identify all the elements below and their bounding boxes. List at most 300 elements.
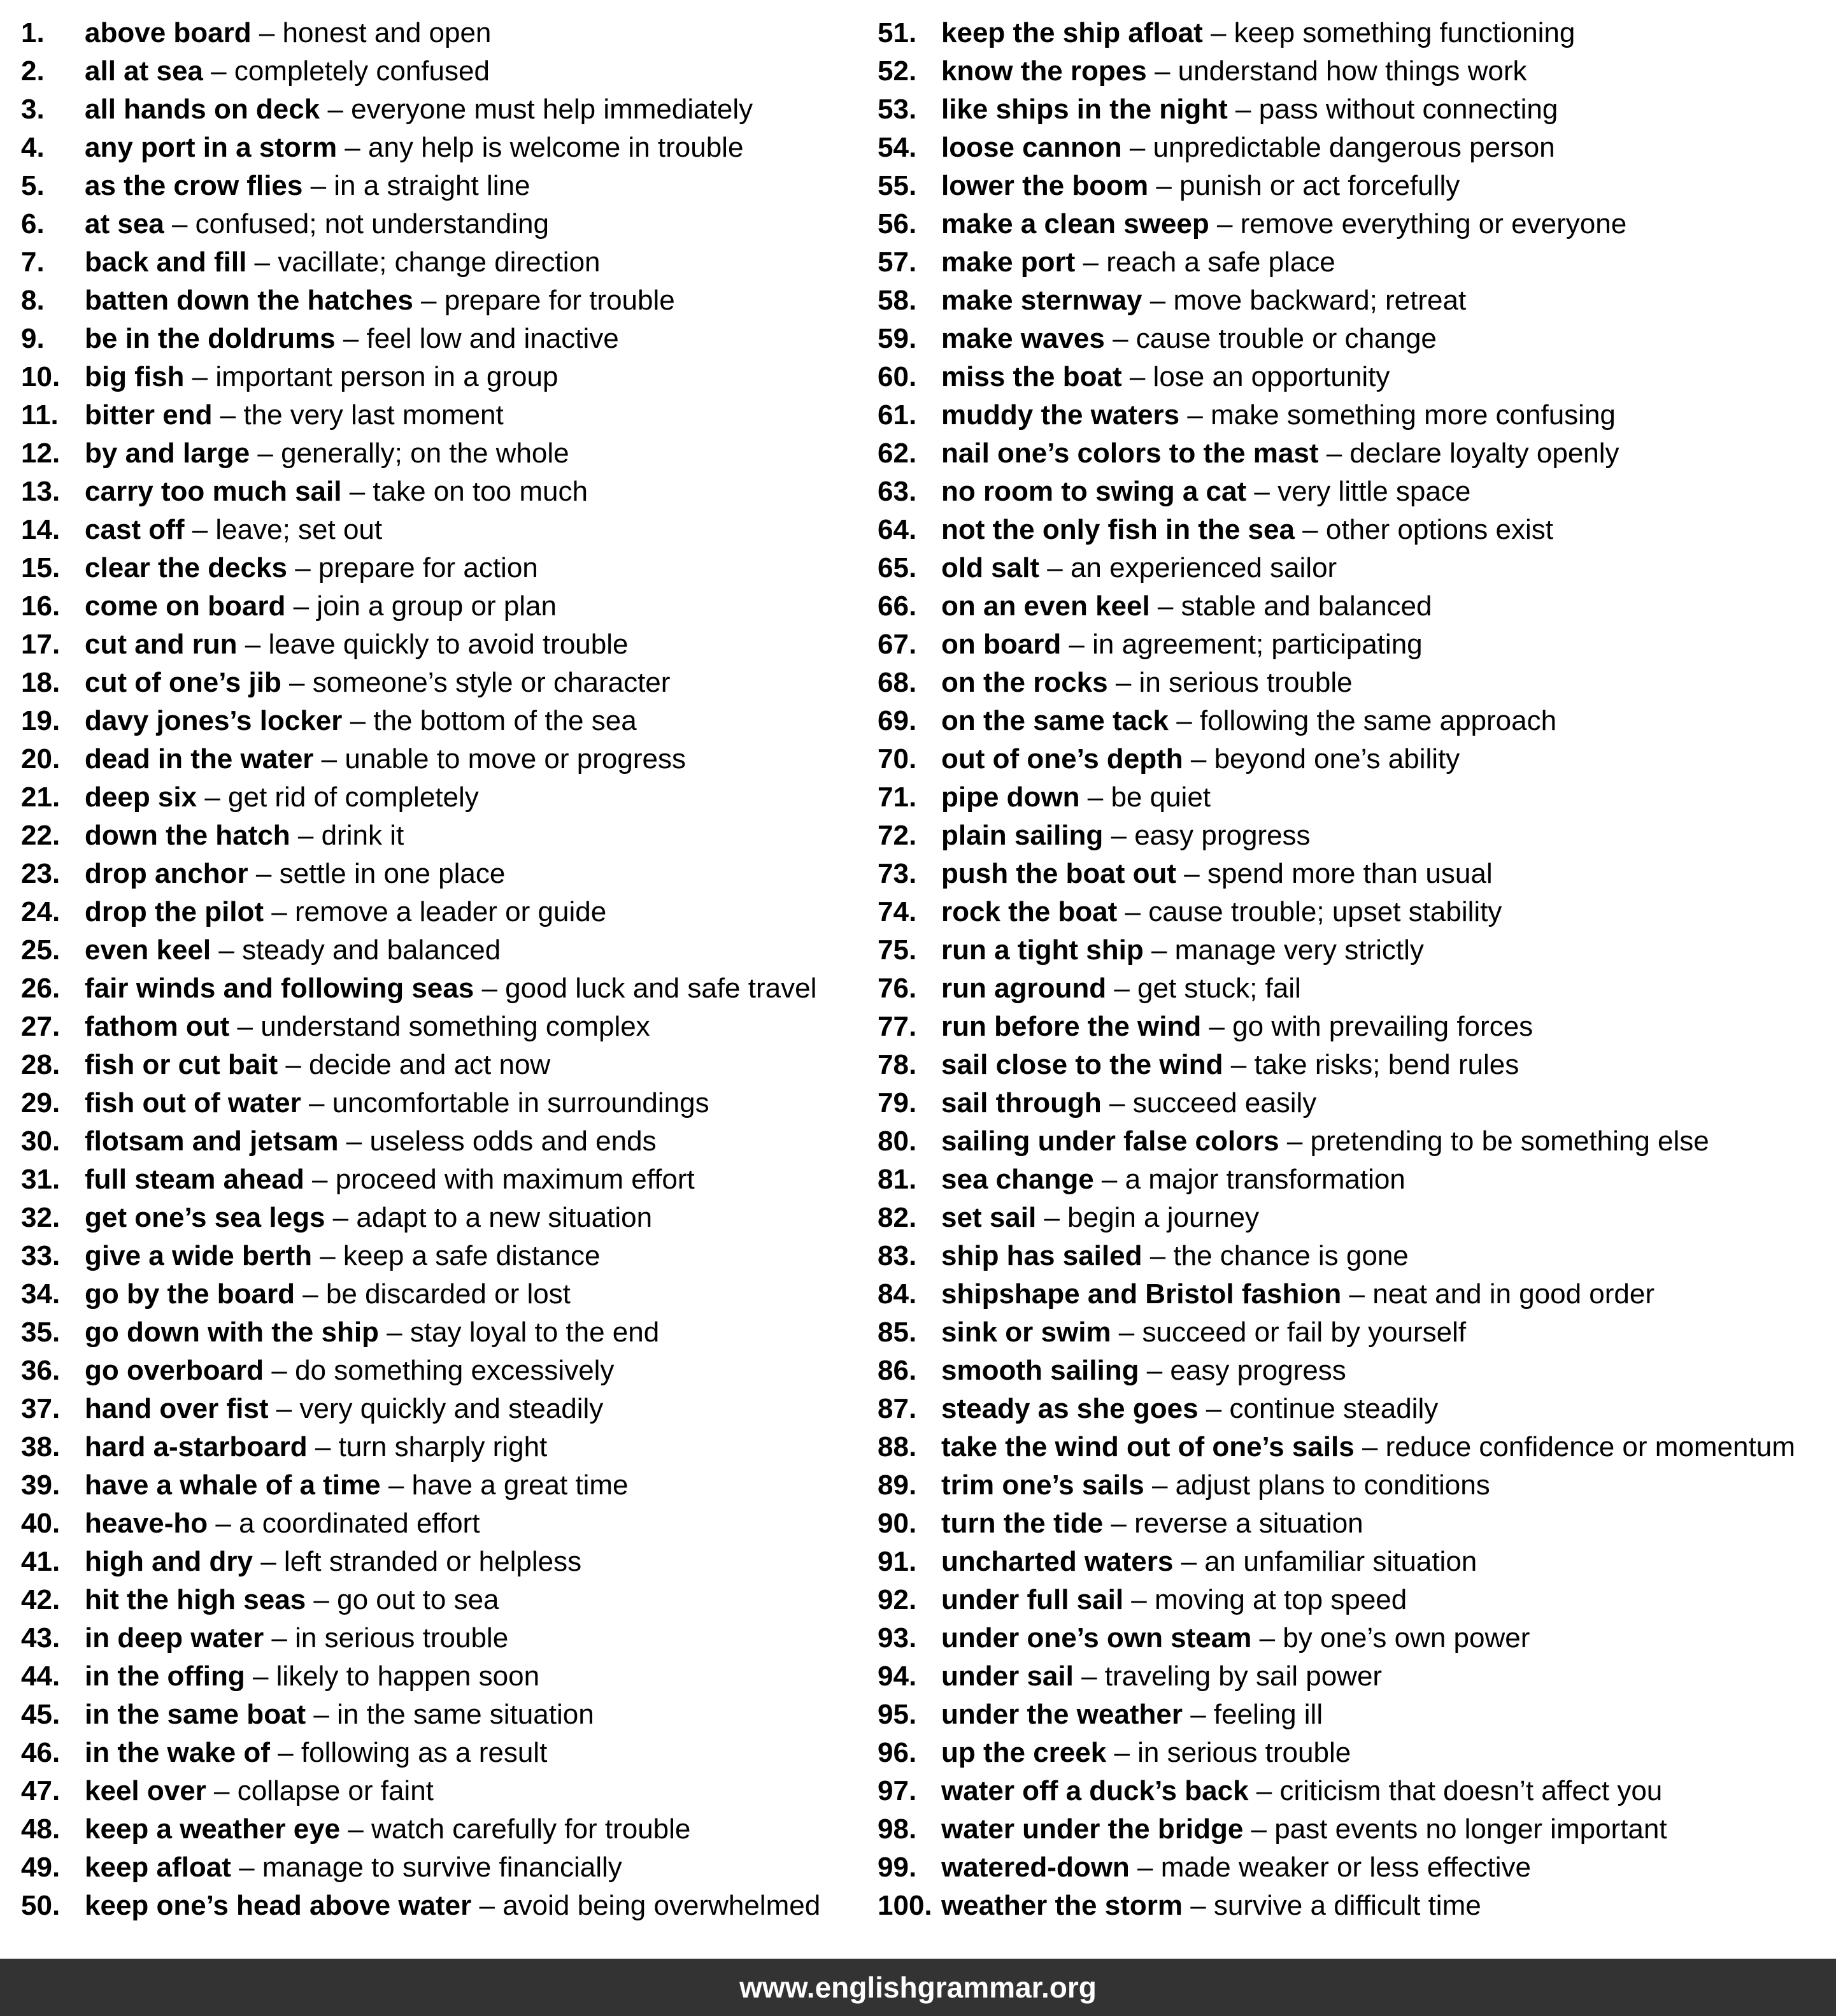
item-number: 50. (21, 1890, 60, 1921)
idiom-definition: – turn sharply right (307, 1431, 548, 1462)
idiom-phrase: rock the boat (941, 896, 1118, 927)
idiom-phrase: out of one’s depth (941, 743, 1183, 775)
list-item (878, 1657, 1833, 1696)
idiom-definition: – adapt to a new situation (325, 1202, 653, 1233)
item-number: 39. (21, 1469, 60, 1501)
idiom-phrase: keel over (85, 1775, 206, 1806)
idiom-definition: – in a straight line (302, 170, 530, 201)
item-number: 42. (21, 1584, 60, 1615)
column-left (21, 14, 874, 1925)
list-item (878, 129, 1833, 167)
item-number: 45. (21, 1699, 60, 1730)
item-number: 77. (878, 1011, 917, 1042)
item-number: 69. (878, 705, 917, 736)
idiom-definition: – any help is welcome in trouble (337, 132, 744, 163)
list-item (21, 129, 874, 167)
idiom-phrase: dead in the water (85, 743, 314, 775)
list-item (21, 1619, 874, 1657)
list-item (878, 396, 1833, 434)
item-number: 38. (21, 1431, 60, 1462)
list-item (21, 1275, 874, 1313)
idiom-phrase: big fish (85, 361, 185, 392)
idiom-phrase: in the same boat (85, 1699, 306, 1730)
idiom-definition: – go out to sea (306, 1584, 499, 1615)
idiom-phrase: turn the tide (941, 1508, 1104, 1539)
item-number: 94. (878, 1661, 917, 1692)
idiom-phrase: fish out of water (85, 1087, 301, 1119)
list-item (21, 1543, 874, 1581)
idiom-definition: – moving at top speed (1123, 1584, 1407, 1615)
idiom-definition: – succeed or fail by yourself (1111, 1317, 1467, 1348)
idiom-definition: – reach a safe place (1075, 247, 1335, 278)
idiom-phrase: under full sail (941, 1584, 1124, 1615)
item-number: 75. (878, 934, 917, 966)
idiom-definition: – pretending to be something else (1279, 1126, 1709, 1157)
idiom-phrase: flotsam and jetsam (85, 1126, 339, 1157)
idiom-definition: – unable to move or progress (313, 743, 686, 775)
idiom-phrase: on the same tack (941, 705, 1169, 736)
idiom-phrase: even keel (85, 934, 211, 966)
idiom-phrase: down the hatch (85, 820, 290, 851)
idiom-definition: – beyond one’s ability (1183, 743, 1460, 775)
idiom-phrase: deep six (85, 782, 197, 813)
item-number: 58. (878, 285, 917, 316)
idiom-definition: – likely to happen soon (245, 1661, 540, 1692)
idiom-phrase: in the offing (85, 1661, 245, 1692)
list-item (878, 205, 1833, 243)
list-item (878, 855, 1833, 893)
item-number: 41. (21, 1546, 60, 1577)
idiom-definition: – get rid of completely (197, 782, 479, 813)
list-item (21, 1313, 874, 1352)
idiom-phrase: batten down the hatches (85, 285, 413, 316)
list-item (878, 1505, 1833, 1543)
idiom-definition: – past events no longer important (1243, 1813, 1667, 1845)
list-item (878, 626, 1833, 664)
item-number: 59. (878, 323, 917, 354)
idiom-phrase: high and dry (85, 1546, 253, 1577)
list-item (21, 740, 874, 778)
item-number: 70. (878, 743, 917, 775)
idiom-definition: – decide and act now (278, 1049, 551, 1080)
list-item (878, 1887, 1833, 1925)
idiom-phrase: as the crow flies (85, 170, 303, 201)
idiom-definition: – in serious trouble (1107, 667, 1353, 698)
idiom-definition: – in the same situation (306, 1699, 594, 1730)
item-number: 57. (878, 247, 917, 278)
item-number: 93. (878, 1622, 917, 1654)
item-number: 68. (878, 667, 917, 698)
idiom-phrase: water under the bridge (941, 1813, 1244, 1845)
idiom-definition: – traveling by sail power (1073, 1661, 1383, 1692)
idiom-definition: – watch carefully for trouble (340, 1813, 691, 1845)
idiom-phrase: plain sailing (941, 820, 1104, 851)
item-number: 100. (878, 1890, 932, 1921)
idiom-phrase: any port in a storm (85, 132, 338, 163)
list-item (878, 1084, 1833, 1122)
list-item (878, 358, 1833, 396)
idiom-definition: – begin a journey (1036, 1202, 1260, 1233)
item-number: 88. (878, 1431, 917, 1462)
idiom-phrase: sea change (941, 1164, 1094, 1195)
idiom-phrase: weather the storm (941, 1890, 1183, 1921)
item-number: 20. (21, 743, 60, 775)
idiom-definition: – criticism that doesn’t affect you (1248, 1775, 1663, 1806)
idiom-definition: – avoid being overwhelmed (471, 1890, 821, 1921)
idiom-phrase: pipe down (941, 782, 1080, 813)
list-item (21, 243, 874, 282)
list-item (878, 549, 1833, 587)
list-item (878, 1275, 1833, 1313)
idiom-phrase: above board (85, 17, 252, 48)
item-number: 44. (21, 1661, 60, 1692)
idiom-phrase: all at sea (85, 55, 203, 87)
item-number: 92. (878, 1584, 917, 1615)
idiom-phrase: heave-ho (85, 1508, 208, 1539)
item-number: 14. (21, 514, 60, 545)
idiom-definition: – do something excessively (264, 1355, 615, 1386)
list-item (878, 167, 1833, 205)
list-item (878, 320, 1833, 358)
idiom-definition: – settle in one place (248, 858, 506, 889)
footer-bar (0, 1959, 1836, 2016)
idiom-definition: – an unfamiliar situation (1173, 1546, 1477, 1577)
list-item (21, 1008, 874, 1046)
list-item (21, 1161, 874, 1199)
idiom-definition: – manage to survive financially (231, 1852, 622, 1883)
list-item (878, 14, 1833, 52)
list-item (21, 1237, 874, 1275)
item-number: 84. (878, 1278, 917, 1310)
idiom-definition: – the very last moment (212, 399, 504, 431)
idiom-phrase: go down with the ship (85, 1317, 379, 1348)
item-number: 99. (878, 1852, 917, 1883)
list-item (878, 1199, 1833, 1237)
idiom-definition: – drink it (290, 820, 404, 851)
idiom-definition: – generally; on the whole (250, 438, 569, 469)
idiom-phrase: lower the boom (941, 170, 1149, 201)
list-item (878, 1848, 1833, 1887)
list-item (21, 893, 874, 931)
list-item (878, 1122, 1833, 1161)
idiom-phrase: fish or cut bait (85, 1049, 278, 1080)
idiom-definition: – leave quickly to avoid trouble (237, 629, 629, 660)
item-number: 16. (21, 590, 60, 622)
idiom-phrase: davy jones’s locker (85, 705, 343, 736)
item-number: 91. (878, 1546, 917, 1577)
idiom-phrase: fathom out (85, 1011, 230, 1042)
idiom-phrase: sailing under false colors (941, 1126, 1279, 1157)
item-number: 95. (878, 1699, 917, 1730)
idiom-phrase: know the ropes (941, 55, 1147, 87)
idiom-definition: – neat and in good order (1341, 1278, 1655, 1310)
item-number: 61. (878, 399, 917, 431)
item-number: 86. (878, 1355, 917, 1386)
item-number: 34. (21, 1278, 60, 1310)
list-item (878, 473, 1833, 511)
idiom-definition: – confused; not understanding (164, 208, 549, 239)
idiom-definition: – following as a result (269, 1737, 548, 1768)
idiom-definition: – completely confused (203, 55, 490, 87)
item-number: 19. (21, 705, 60, 736)
list-item (21, 1199, 874, 1237)
idiom-definition: – survive a difficult time (1182, 1890, 1481, 1921)
idiom-phrase: like ships in the night (941, 94, 1228, 125)
item-number: 43. (21, 1622, 60, 1654)
item-number: 53. (878, 94, 917, 125)
idiom-phrase: nail one’s colors to the mast (941, 438, 1319, 469)
idiom-definition: – in serious trouble (264, 1622, 509, 1654)
item-number: 21. (21, 782, 60, 813)
idiom-phrase: come on board (85, 590, 286, 622)
idiom-phrase: up the creek (941, 1737, 1107, 1768)
item-number: 13. (21, 476, 60, 507)
list-item (21, 1772, 874, 1810)
idiom-phrase: keep afloat (85, 1852, 231, 1883)
item-number: 6. (21, 208, 45, 239)
idiom-definition: – have a great time (380, 1469, 629, 1501)
item-number: 30. (21, 1126, 60, 1157)
idiom-phrase: get one’s sea legs (85, 1202, 325, 1233)
list-item (21, 1657, 874, 1696)
idiom-definition: – other options exist (1294, 514, 1553, 545)
item-number: 31. (21, 1164, 60, 1195)
idiom-phrase: make port (941, 247, 1076, 278)
item-number: 5. (21, 170, 45, 201)
list-item (21, 14, 874, 52)
idiom-definition: – very quickly and steadily (268, 1393, 604, 1424)
idiom-phrase: water off a duck’s back (941, 1775, 1249, 1806)
list-item (878, 1619, 1833, 1657)
idiom-definition: – the chance is gone (1142, 1240, 1409, 1271)
item-number: 83. (878, 1240, 917, 1271)
idiom-definition: – feel low and inactive (335, 323, 619, 354)
idiom-definition: – uncomfortable in surroundings (301, 1087, 709, 1119)
idiom-definition: – continue steadily (1198, 1393, 1439, 1424)
list-item (21, 1428, 874, 1466)
list-item (878, 587, 1833, 626)
idiom-phrase: no room to swing a cat (941, 476, 1247, 507)
item-number: 27. (21, 1011, 60, 1042)
idiom-phrase: drop the pilot (85, 896, 264, 927)
item-number: 26. (21, 973, 60, 1004)
item-number: 81. (878, 1164, 917, 1195)
list-item (878, 90, 1833, 129)
list-item (21, 1848, 874, 1887)
list-item (878, 893, 1833, 931)
item-number: 3. (21, 94, 45, 125)
idiom-definition: – left stranded or helpless (253, 1546, 582, 1577)
item-number: 24. (21, 896, 60, 927)
list-item (21, 1696, 874, 1734)
idiom-phrase: give a wide berth (85, 1240, 312, 1271)
idiom-definition: – move backward; retreat (1142, 285, 1467, 316)
idiom-phrase: under the weather (941, 1699, 1183, 1730)
item-number: 52. (878, 55, 917, 87)
list-item (878, 1810, 1833, 1848)
list-item (878, 1008, 1833, 1046)
idiom-phrase: steady as she goes (941, 1393, 1199, 1424)
idiom-definition: – in serious trouble (1106, 1737, 1351, 1768)
list-item (21, 969, 874, 1008)
item-number: 63. (878, 476, 917, 507)
item-number: 1. (21, 17, 45, 48)
idiom-definition: – proceed with maximum effort (304, 1164, 695, 1195)
idiom-definition: – very little space (1246, 476, 1471, 507)
idiom-definition: – go with prevailing forces (1201, 1011, 1534, 1042)
idiom-definition: – leave; set out (184, 514, 383, 545)
item-number: 4. (21, 132, 45, 163)
list-item (21, 817, 874, 855)
list-item (878, 52, 1833, 90)
item-number: 96. (878, 1737, 917, 1768)
idiom-phrase: make sternway (941, 285, 1142, 316)
list-item (878, 1352, 1833, 1390)
list-item (21, 1352, 874, 1390)
idiom-definition: – a major transformation (1093, 1164, 1405, 1195)
item-number: 33. (21, 1240, 60, 1271)
idiom-definition: – a coordinated effort (208, 1508, 480, 1539)
item-number: 17. (21, 629, 60, 660)
idiom-definition: – manage very strictly (1143, 934, 1424, 966)
item-number: 76. (878, 973, 917, 1004)
idiom-definition: – by one’s own power (1251, 1622, 1530, 1654)
list-item (21, 1122, 874, 1161)
item-number: 36. (21, 1355, 60, 1386)
idiom-definition: – succeed easily (1101, 1087, 1317, 1119)
item-number: 7. (21, 247, 45, 278)
list-item (878, 1046, 1833, 1084)
list-item (878, 702, 1833, 740)
item-number: 87. (878, 1393, 917, 1424)
idiom-definition: – stay loyal to the end (378, 1317, 660, 1348)
item-number: 66. (878, 590, 917, 622)
item-number: 35. (21, 1317, 60, 1348)
idiom-phrase: fair winds and following seas (85, 973, 474, 1004)
item-number: 56. (878, 208, 917, 239)
idiom-phrase: sink or swim (941, 1317, 1111, 1348)
idiom-phrase: cut of one’s jib (85, 667, 281, 698)
list-item (21, 358, 874, 396)
idiom-phrase: hard a-starboard (85, 1431, 308, 1462)
idiom-definition: – made weaker or less effective (1129, 1852, 1531, 1883)
item-number: 18. (21, 667, 60, 698)
item-number: 60. (878, 361, 917, 392)
list-item (21, 931, 874, 969)
item-number: 37. (21, 1393, 60, 1424)
item-number: 40. (21, 1508, 60, 1539)
idiom-definition: – an experienced sailor (1039, 552, 1337, 583)
idiom-phrase: sail through (941, 1087, 1102, 1119)
idiom-definition: – be quiet (1079, 782, 1211, 813)
list-item (878, 1543, 1833, 1581)
idiom-definition: – the bottom of the sea (342, 705, 637, 736)
idiom-definition: – easy progress (1103, 820, 1311, 851)
list-item (21, 1046, 874, 1084)
idiom-phrase: watered-down (941, 1852, 1130, 1883)
idiom-phrase: in deep water (85, 1622, 264, 1654)
item-number: 62. (878, 438, 917, 469)
idiom-definition: – useless odds and ends (338, 1126, 657, 1157)
idiom-phrase: muddy the waters (941, 399, 1180, 431)
idiom-phrase: trim one’s sails (941, 1469, 1144, 1501)
list-item (878, 1581, 1833, 1619)
idiom-phrase: keep a weather eye (85, 1813, 341, 1845)
item-number: 12. (21, 438, 60, 469)
list-item (21, 52, 874, 90)
idiom-definition: – reverse a situation (1103, 1508, 1363, 1539)
idiom-definition: – everyone must help immediately (320, 94, 753, 125)
idiom-definition: – steady and balanced (211, 934, 501, 966)
idiom-definition: – be discarded or lost (295, 1278, 571, 1310)
list-item (21, 320, 874, 358)
list-item (878, 817, 1833, 855)
list-item (878, 778, 1833, 817)
item-number: 97. (878, 1775, 917, 1806)
item-number: 71. (878, 782, 917, 813)
list-item (21, 1505, 874, 1543)
list-item (878, 1428, 1833, 1466)
item-number: 51. (878, 17, 917, 48)
idiom-phrase: shipshape and Bristol fashion (941, 1278, 1342, 1310)
item-number: 10. (21, 361, 60, 392)
item-number: 46. (21, 1737, 60, 1768)
list-item (21, 473, 874, 511)
list-item (878, 243, 1833, 282)
idiom-definition: – unpredictable dangerous person (1121, 132, 1555, 163)
list-item (21, 434, 874, 473)
idiom-phrase: bitter end (85, 399, 213, 431)
idiom-phrase: on an even keel (941, 590, 1150, 622)
idiom-definition: – remove a leader or guide (264, 896, 607, 927)
idiom-definition: – keep a safe distance (311, 1240, 601, 1271)
idiom-definition: – cause trouble or change (1104, 323, 1437, 354)
idiom-phrase: run before the wind (941, 1011, 1202, 1042)
idiom-phrase: ship has sailed (941, 1240, 1142, 1271)
idiom-phrase: carry too much sail (85, 476, 342, 507)
list-item (21, 396, 874, 434)
item-number: 25. (21, 934, 60, 966)
item-number: 11. (21, 399, 59, 431)
item-number: 90. (878, 1508, 917, 1539)
idiom-phrase: go overboard (85, 1355, 264, 1386)
idiom-definition: – get stuck; fail (1106, 973, 1301, 1004)
idiom-phrase: keep one’s head above water (85, 1890, 472, 1921)
idiom-definition: – easy progress (1139, 1355, 1346, 1386)
item-number: 15. (21, 552, 60, 583)
idiom-phrase: have a whale of a time (85, 1469, 381, 1501)
idiom-definition: – vacillate; change direction (246, 247, 601, 278)
idiom-phrase: under sail (941, 1661, 1074, 1692)
idiom-phrase: loose cannon (941, 132, 1122, 163)
footer-site-text: www.englishgrammar.org (739, 1971, 1097, 2004)
idiom-phrase: back and fill (85, 247, 247, 278)
idiom-phrase: full steam ahead (85, 1164, 304, 1195)
item-number: 82. (878, 1202, 917, 1233)
idiom-phrase: keep the ship afloat (941, 17, 1203, 48)
list-item (21, 664, 874, 702)
idiom-definition: – good luck and safe travel (474, 973, 817, 1004)
list-item (878, 1313, 1833, 1352)
idiom-definition: – keep something functioning (1202, 17, 1576, 48)
list-item (878, 1161, 1833, 1199)
item-number: 74. (878, 896, 917, 927)
column-right (878, 14, 1833, 1925)
item-number: 29. (21, 1087, 60, 1119)
item-number: 28. (21, 1049, 60, 1080)
list-item (878, 1237, 1833, 1275)
idiom-phrase: cast off (85, 514, 185, 545)
